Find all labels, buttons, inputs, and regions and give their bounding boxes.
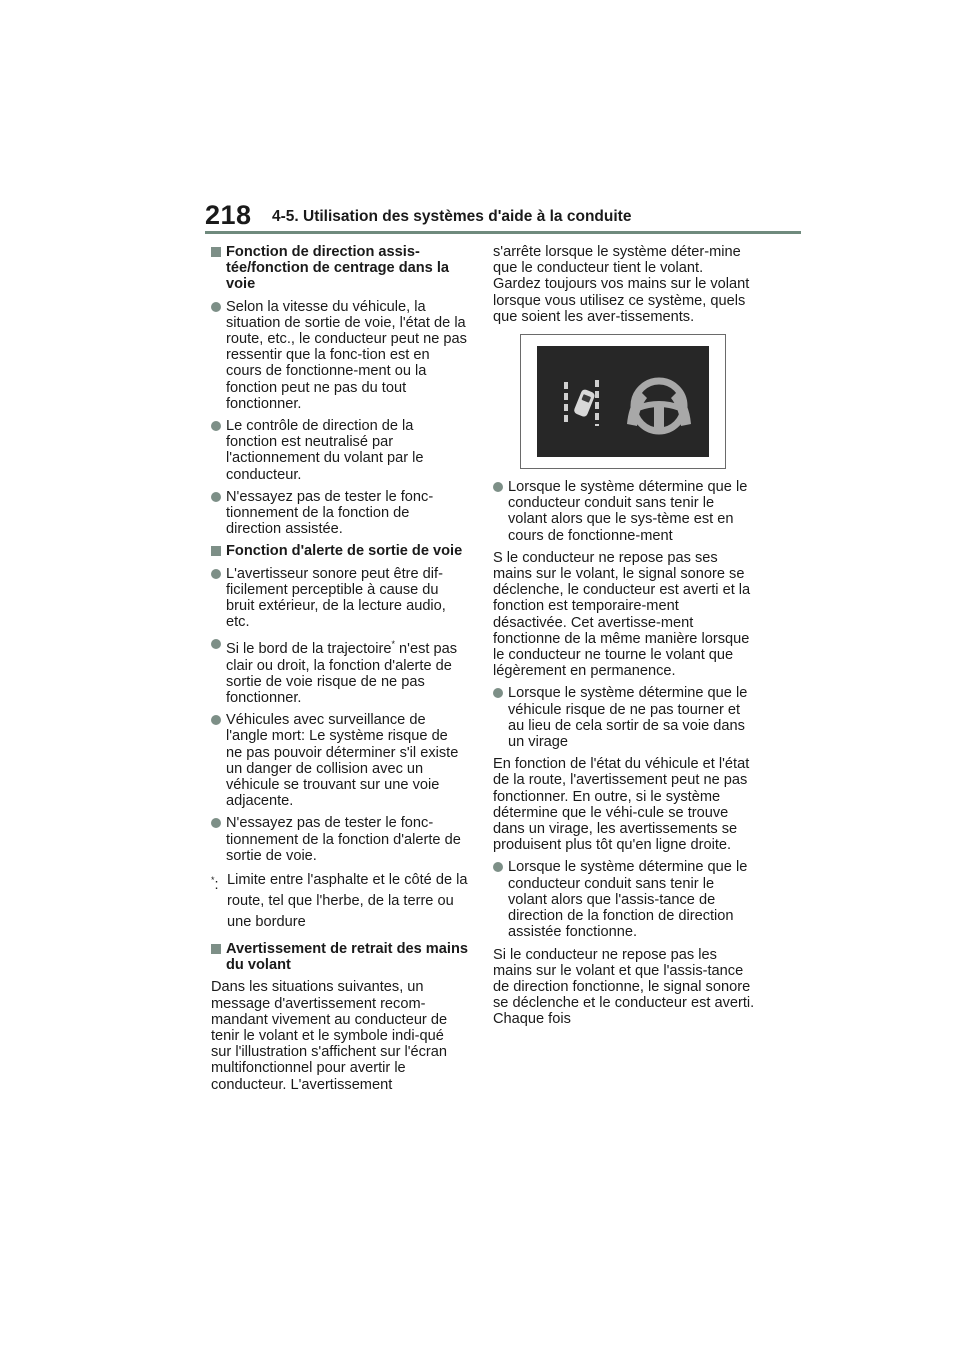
footnote-mark [211,870,219,896]
paragraph: Si le conducteur ne repose pas les mains sur le volant et que l'assis-tance de direction fonctionne, le signal sonore se déclenche et le conducteur est averti. Chaque fois [493,946,755,1028]
section-heading-hands-off-warning [211,941,468,973]
heading-text: Avertissement de retrait des mains du volant [226,940,468,974]
bullet-text: N'essayez pas de tester le fonc-tionnement de la fonction d'alerte de sortie de voie. [226,815,461,864]
bullet-item [493,479,755,544]
heading-text: Fonction de direction assis-tée/fonction de centrage dans la voie [226,244,450,293]
section-heading-steering-assist [211,244,468,293]
bullet-item [211,489,468,538]
bullet-text: Selon la vitesse du véhicule, la situation de sortie de voie, l'état de la route, etc., le conducteur peut ne pas ressentir que la fonc-tion est en cours de fonctionne-ment ou la fonction peut ne pas du tout fonctionner. [226,298,467,412]
bullet-text-end: n'est pas clair ou droit, la fonction d'alerte de sortie de voie risque de ne pas fonctionner. [226,641,458,706]
round-bullet-icon [211,715,221,725]
paragraph: s'arrête lorsque le système déter-mine que le conducteur tient le volant. Gardez toujours vos mains sur le volant lorsque vous utilisez ce système, quels que soient les aver-tissements. [493,244,750,325]
bullet-text [226,641,457,706]
right-column [493,244,755,1034]
bullet-text: Lorsque le système détermine que le conducteur conduit sans tenir le volant alors que l'assis-tance de direction de la fonction de direction assistée fonctionne. [508,859,748,941]
paragraph: S le conducteur ne repose pas ses mains sur le volant, le signal sonore se déclenche, le conducteur est averti et la fonction est temporaire-ment désactivée. Cet avertisse-ment fonctionne de la même manière lorsque le conducteur ne tourne le volant que légèrement en permanence. [493,549,751,680]
footnote-text: Limite entre l'asphalte et le côté de la route, tel que l'herbe, de la terre ou une bordure [227,871,468,930]
multi-information-display [537,346,709,457]
bullet-item [493,859,755,940]
illustration-frame [520,334,726,469]
bullet-text: N'essayez pas de tester le fonc-tionnement de la fonction de direction assistée. [226,488,434,538]
bullet-text: Véhicules avec surveillance de l'angle mort: Le système risque de ne pas pouvoir déterminer s'il existe un danger de collision avec un véhicule se trouvant sur une voie adjacente. [226,712,459,810]
bullet-text: Lorsque le système détermine que le conducteur conduit sans tenir le volant alors que le sys-tème est en cours de fonctionne-ment [508,479,748,544]
bullet-text: Le contrôle de direction de la fonction est neutralisé par l'actionnement du volant par le conducteur. [226,418,424,483]
round-bullet-icon [211,302,221,312]
bullet-item [211,636,468,706]
round-bullet-icon [211,492,221,502]
display-graphic [537,346,709,457]
bullet-item [493,685,755,750]
footnote-separator: : [214,876,219,893]
bullet-text-start: Si le bord de la trajectoire [226,641,392,658]
footnote-asterisk: * [211,874,215,885]
heading-text: Fonction d'alerte de sortie de voie [226,543,463,560]
bullet-text: Lorsque le système détermine que le véhicule risque de ne pas tourner et au lieu de cela sortir de sa voie dans un virage [508,685,748,751]
round-bullet-icon [493,688,503,698]
chapter-title: 4-5. Utilisation des systèmes d'aide à la conduite [272,208,632,225]
bullet-item [211,712,468,809]
paragraph: Dans les situations suivantes, un message d'avertissement recom-mandant vivement au conducteur de tenir le volant et le symbole indi-qué sur l'illustration s'affichent sur l'écran multifonctionnel pour avertir le conducteur. L'avertissement [211,979,448,1093]
bullet-item [211,418,468,483]
round-bullet-icon [211,818,221,828]
round-bullet-icon [211,569,221,579]
bullet-item [211,815,468,864]
bullet-item [211,566,468,631]
paragraph: En fonction de l'état du véhicule et l'état de la route, l'avertissement peut ne pas fonctionner. En outre, si le système détermine que le véhi-cule se trouve dans un virage, les avertissements se produisent plus tôt qu'en ligne droite. [493,756,750,854]
bullet-text: L'avertisseur sonore peut être dif-ficilement perceptible à cause du bruit extérieur, de la lecture audio, etc. [226,565,446,631]
page-number: 218 [205,200,252,230]
footnote-marker: * [391,639,395,650]
header-rule [205,231,801,234]
square-bullet-icon [211,944,221,954]
round-bullet-icon [493,862,503,872]
square-bullet-icon [211,247,221,257]
footnote [211,870,468,933]
round-bullet-icon [493,482,503,492]
round-bullet-icon [211,421,221,431]
section-heading-lane-departure-alert [211,543,468,559]
square-bullet-icon [211,546,221,556]
lane-departure-icon [566,380,597,426]
bullet-item [211,299,468,412]
hands-on-wheel-icon [627,381,691,431]
left-column [211,244,468,1099]
round-bullet-icon [211,639,221,649]
